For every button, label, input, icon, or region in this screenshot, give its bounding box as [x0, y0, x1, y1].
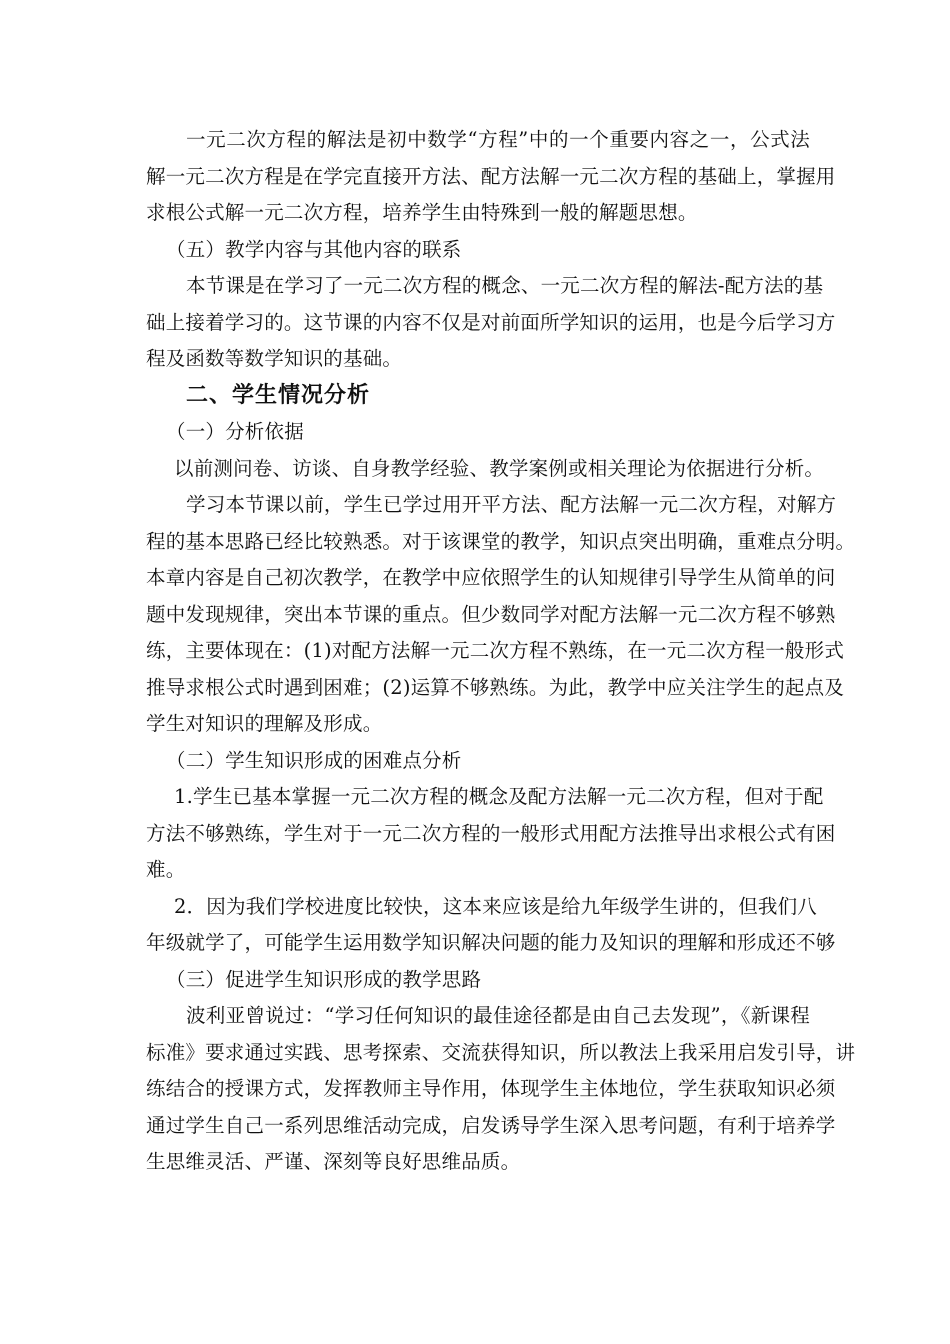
- text-line: 本节课是在学习了一元二次方程的概念、一元二次方程的解法-配方法的基: [186, 274, 824, 297]
- paragraph-formula-method: [146, 122, 836, 232]
- text-line: 方法不够熟练，学生对于一元二次方程的一般形式用配方法推导出求根公式有困: [146, 821, 836, 845]
- text-line: 2．因为我们学校进度比较快，这本来应该是给九年级学生讲的，但我们八: [174, 894, 818, 918]
- text-line: 程及函数等数学知识的基础。: [146, 347, 403, 370]
- text-line: 练，主要体现在：(1)对配方法解一元二次方程不熟练，在一元二次方程一般形式: [146, 639, 845, 662]
- text-line: 波利亚曾说过：“学习任何知识的最佳途径都是由自己去发现”，《新课程: [186, 1004, 810, 1027]
- text-line: 程的基本思路已经比较熟悉。对于该课堂的教学，知识点突出明确，重难点分明。: [146, 529, 856, 553]
- text-line: 础上接着学习的。这节课的内容不仅是对前面所学知识的运用，也是今后学习方: [146, 310, 836, 334]
- text-line: 解一元二次方程是在学完直接开方法、配方法解一元二次方程的基础上，掌握用: [146, 164, 836, 188]
- text-line: 1.学生已基本掌握一元二次方程的概念及配方法解一元二次方程，但对于配: [174, 785, 824, 808]
- text-line: 学生对知识的理解及形成。: [146, 712, 383, 735]
- text-line: 年级就学了，可能学生运用数学知识解决问题的能力及知识的理解和形成还不够: [146, 931, 836, 954]
- paragraph-prior-learning: [146, 487, 856, 743]
- subheading-content-relation: （五）教学内容与其他内容的联系: [166, 237, 462, 261]
- subheading-teaching-approach: （三）促进学生知识形成的教学思路: [166, 967, 482, 991]
- subheading-difficulty-analysis: （二）学生知识形成的困难点分析: [166, 748, 462, 772]
- list-item-difficulty-2: [146, 889, 836, 962]
- text-line: 题中发现规律，突出本节课的重点。但少数同学对配方法解一元二次方程不够熟: [146, 602, 836, 626]
- list-item-difficulty-1: [146, 779, 836, 889]
- subheading-analysis-basis: （一）分析依据: [166, 420, 304, 443]
- section-heading-student-analysis: 二、学生情况分析: [186, 382, 371, 408]
- text-line: 生思维灵活、严谨、深刻等良好思维品质。: [146, 1150, 521, 1173]
- text-line: 学习本节课以前，学生已学过用开平方法、配方法解一元二次方程，对解方: [186, 493, 837, 516]
- text-line: 推导求根公式时遇到困难；(2)运算不够熟练。为此，教学中应关注学生的起点及: [146, 675, 845, 699]
- text-line: 本章内容是自己初次教学，在教学中应依照学生的认知规律引导学生从简单的问: [146, 566, 836, 589]
- paragraph-content-relation: [146, 268, 836, 378]
- text-line: 一元二次方程的解法是初中数学“方程”中的一个重要内容之一，公式法: [186, 128, 810, 151]
- paragraph-analysis-basis: 以前测问卷、访谈、自身教学经验、教学案例或相关理论为依据进行分析。: [174, 456, 825, 480]
- paragraph-teaching-approach: [146, 998, 856, 1181]
- document-page: [146, 122, 856, 1181]
- text-line: 通过学生自己一系列思维活动完成，启发诱导学生深入思考问题，有利于培养学: [146, 1113, 836, 1137]
- text-line: 求根公式解一元二次方程，培养学生由特殊到一般的解题思想。: [146, 201, 698, 224]
- text-line: 难。: [146, 858, 186, 881]
- text-line: 练结合的授课方式，发挥教师主导作用，体现学生主体地位，学生获取知识必须: [146, 1077, 836, 1100]
- text-line: 标准》要求通过实践、思考探索、交流获得知识，所以教法上我采用启发引导，讲: [146, 1040, 856, 1064]
